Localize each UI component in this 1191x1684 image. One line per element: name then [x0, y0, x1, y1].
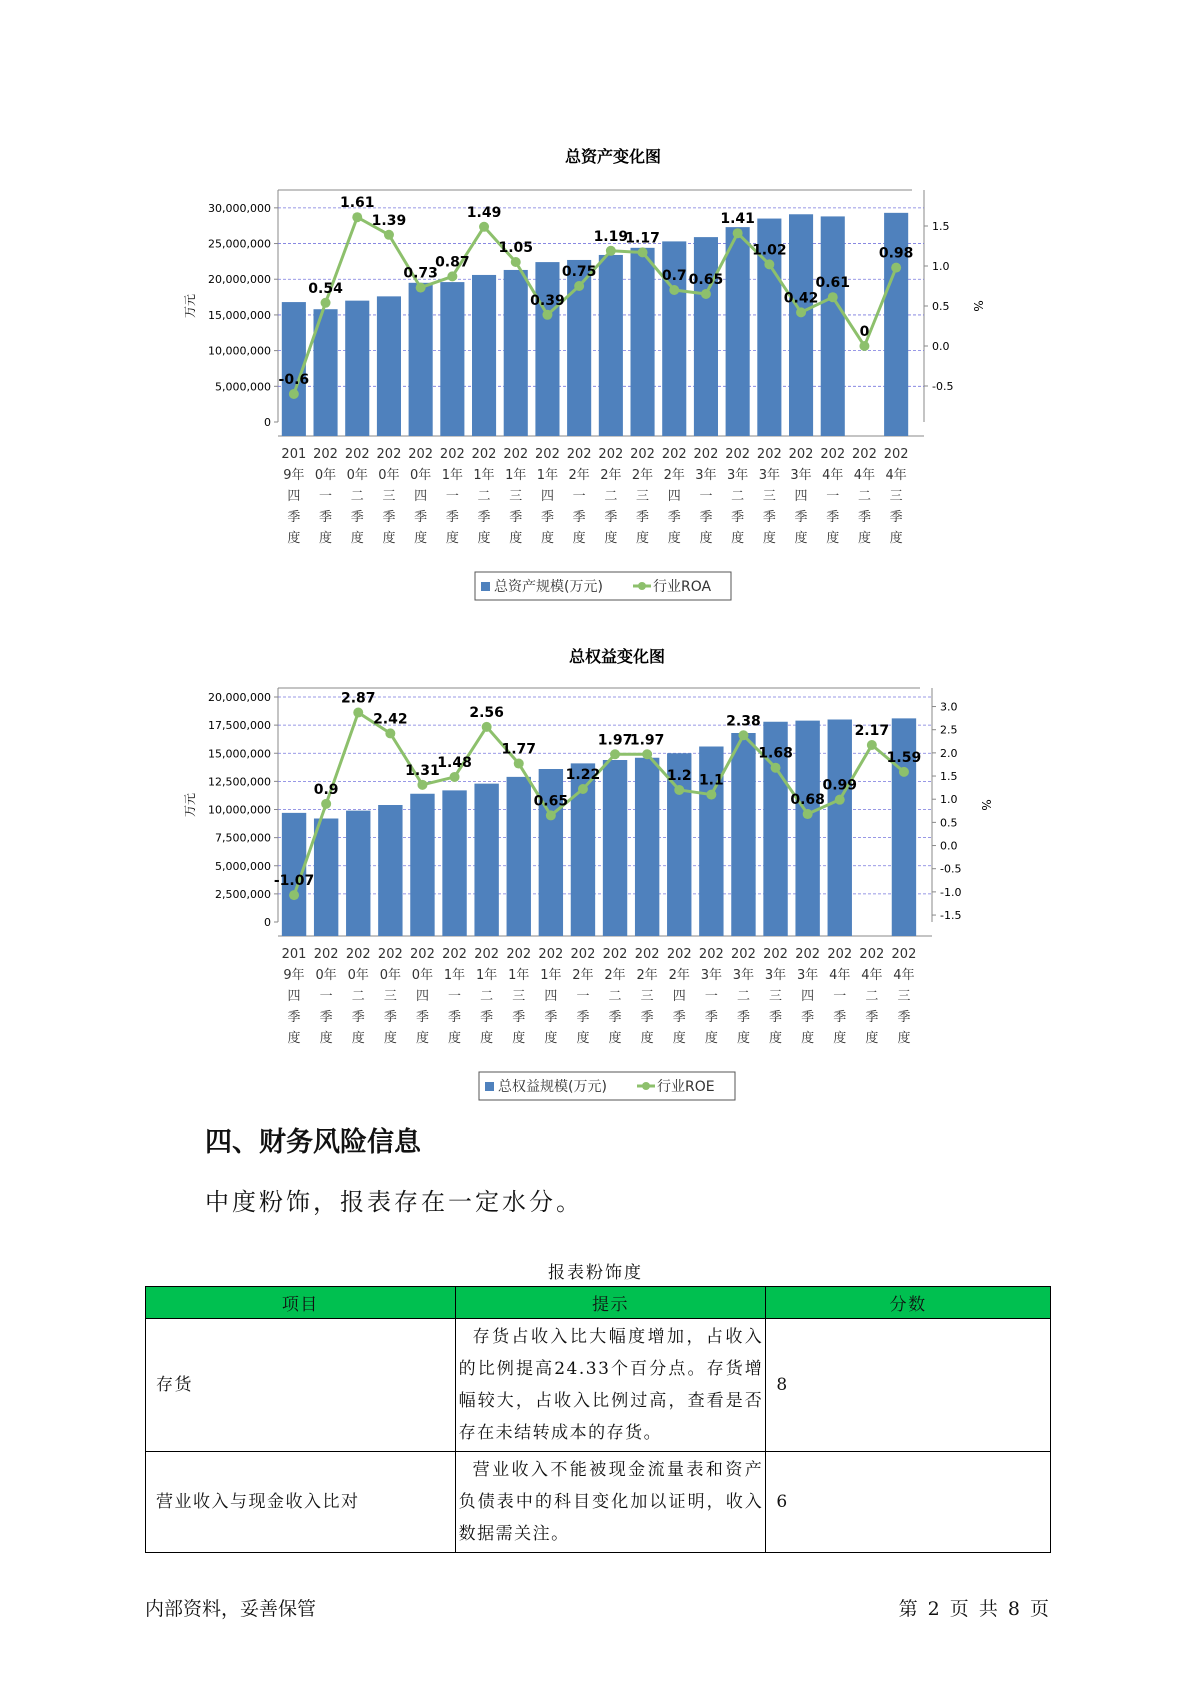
x-tick-label: 202 0年三季度: [377, 947, 403, 1046]
line-point: [642, 749, 652, 759]
x-tick-label: 202 3年三季度: [763, 947, 788, 1046]
line-point: [899, 767, 909, 777]
right-tick-label: 3.0: [940, 700, 958, 714]
legend-bar-swatch: [485, 1082, 494, 1091]
data-label: 1.05: [498, 240, 534, 256]
x-tick-label: 202 3年三季度: [756, 447, 782, 546]
data-label: 1.77: [501, 741, 537, 758]
x-tick-label: 202 1年二季度: [474, 947, 500, 1046]
line-point: [706, 790, 716, 800]
line-point: [803, 809, 813, 819]
right-tick-label: 1.0: [940, 793, 958, 807]
left-tick-label: 2,500,000: [215, 887, 271, 901]
x-tick-label: 202 1年一季度: [442, 947, 467, 1046]
data-label: 2.42: [373, 711, 408, 728]
x-tick-label: 202 1年三季度: [506, 947, 532, 1046]
line-point: [353, 708, 363, 718]
left-tick-label: 10,000,000: [208, 803, 271, 817]
data-label: 0.87: [435, 254, 470, 271]
line-point: [578, 784, 588, 794]
data-label: 0.61: [815, 275, 851, 292]
bar: [378, 805, 402, 936]
data-label: 1.17: [625, 230, 660, 247]
row-hint: 营业收入不能被现金流量表和资产负债表中的科目变化加以证明，收入数据需关注。: [455, 1452, 766, 1553]
data-label: 1.68: [758, 745, 793, 762]
data-label: -0.6: [278, 372, 310, 388]
header-hint: 提示: [455, 1287, 766, 1319]
line-point: [674, 785, 684, 795]
left-tick-label: 0: [264, 416, 271, 429]
x-tick-label: 202 4年二季度: [859, 947, 885, 1046]
line-point: [416, 283, 426, 293]
risk-table: [145, 1286, 1051, 1553]
data-label: 0.65: [533, 793, 569, 810]
line-point: [891, 263, 901, 273]
x-tick-label: 202 4年三季度: [891, 947, 917, 1046]
line-point: [764, 259, 774, 269]
chart-title: 总权益变化图: [568, 647, 666, 666]
left-tick-label: 20,000,000: [208, 273, 271, 287]
header-score: 分数: [766, 1287, 1051, 1319]
data-label: 0.75: [561, 264, 597, 280]
x-tick-label: 202 0年四季度: [410, 947, 435, 1046]
row-score: 8: [766, 1319, 1051, 1452]
total-assets-chart: [180, 140, 985, 595]
data-label: 0.54: [308, 280, 343, 297]
right-tick-label: 1.5: [932, 220, 950, 233]
line-point: [542, 310, 552, 320]
line-point: [479, 222, 489, 232]
bar: [821, 216, 845, 436]
data-label: 1.48: [437, 754, 472, 771]
right-tick-label: 2.0: [940, 746, 958, 760]
left-tick-label: 20,000,000: [208, 691, 271, 704]
right-tick-label: 0.5: [932, 300, 950, 313]
data-label: 1.61: [339, 195, 375, 212]
legend-line-marker: [638, 582, 646, 590]
data-label: 2.87: [340, 690, 376, 707]
bar: [410, 794, 434, 936]
legend-line-label: 行业ROA: [653, 579, 712, 595]
table-row: [146, 1319, 1051, 1452]
x-tick-label: 202 0年二季度: [345, 947, 371, 1046]
bar: [694, 237, 718, 436]
x-tick-label: 202 1年二季度: [471, 447, 497, 546]
data-label: 2.56: [469, 704, 504, 721]
x-tick-label: 202 2年一季度: [570, 947, 596, 1046]
x-tick-label: 202 0年二季度: [344, 447, 370, 546]
x-tick-label: 202 2年一季度: [566, 447, 592, 546]
x-tick-label: 202 4年一季度: [827, 947, 853, 1046]
line-point: [514, 759, 524, 769]
x-tick-label: 202 2年三季度: [634, 947, 660, 1046]
bar: [377, 296, 401, 436]
bar: [504, 270, 528, 436]
bar: [474, 784, 498, 936]
x-tick-label: 202 2年四季度: [661, 447, 687, 546]
line-point: [859, 341, 869, 351]
table-header-row: [146, 1287, 1051, 1319]
data-label: 1.41: [720, 211, 755, 228]
line-point: [638, 247, 648, 257]
total-assets-chart-svg: [180, 140, 985, 595]
line-point: [610, 749, 620, 759]
x-tick-label: 202 0年一季度: [313, 947, 339, 1046]
data-label: 2.38: [726, 713, 761, 730]
left-tick-label: 7,500,000: [215, 831, 271, 845]
right-tick-label: 1.0: [932, 260, 950, 273]
data-label: 2.17: [854, 722, 890, 739]
x-tick-label: 202 2年三季度: [630, 447, 655, 546]
data-label: 1.59: [886, 749, 922, 766]
total-equity-chart: [180, 640, 993, 1095]
row-hint: 存货占收入比大幅度增加，占收入的比例提高24.33个百分点。存货增幅较大，占收入比例过高，查看是否存在未结转成本的存货。: [455, 1319, 766, 1452]
line-point: [546, 810, 556, 820]
right-tick-label: 1.5: [940, 770, 958, 784]
line-point: [321, 799, 331, 809]
bar: [731, 733, 755, 936]
legend-bar-label: 总资产规模(万元): [494, 579, 603, 595]
data-label: 1.97: [629, 732, 665, 749]
data-label: 1.02: [752, 242, 787, 259]
x-tick-label: 202 1年三季度: [503, 447, 529, 546]
line-point: [796, 307, 806, 317]
bar: [795, 721, 819, 936]
data-label: 1.22: [565, 767, 601, 784]
bar: [346, 811, 370, 936]
data-label: 0.65: [688, 272, 724, 288]
legend-line-label: 行业ROE: [657, 1079, 715, 1095]
line-point: [447, 271, 457, 281]
data-label: 0.39: [530, 292, 565, 309]
row-item: 营业收入与现金收入比对: [146, 1452, 456, 1553]
left-axis-label: 万元: [183, 293, 197, 319]
legend-line-marker: [642, 1082, 650, 1090]
bar: [535, 262, 559, 436]
x-tick-label: 202 1年四季度: [538, 947, 564, 1046]
x-tick-label: 202 4年一季度: [820, 447, 846, 546]
line-point: [289, 890, 299, 900]
bar: [442, 790, 466, 936]
left-tick-label: 15,000,000: [208, 747, 271, 761]
right-axis-label: %: [971, 300, 985, 312]
footer-note: 内部资料，妥善保管: [145, 1598, 317, 1620]
line-point: [450, 772, 460, 782]
data-label: 0: [859, 324, 870, 340]
chart-title: 总资产变化图: [564, 147, 662, 166]
x-tick-label: 202 3年二季度: [731, 947, 756, 1046]
right-tick-label: 0.0: [940, 839, 958, 853]
left-tick-label: 5,000,000: [215, 859, 271, 873]
x-tick-label: 202 3年四季度: [795, 947, 821, 1046]
line-point: [669, 285, 679, 295]
data-label: 1.97: [597, 732, 633, 749]
line-point: [701, 289, 711, 299]
bar: [440, 282, 464, 436]
x-tick-label: 202 1年一季度: [439, 447, 465, 546]
data-label: 0.42: [783, 290, 819, 307]
x-tick-label: 202 3年四季度: [788, 447, 814, 546]
data-label: -1.07: [273, 873, 315, 890]
data-label: 1.2: [666, 767, 692, 784]
x-tick-label: 202 0年四季度: [408, 447, 434, 546]
line-point: [738, 730, 748, 740]
left-tick-label: 15,000,000: [208, 308, 271, 322]
bar: [789, 214, 813, 436]
data-label: 0.73: [403, 265, 438, 282]
line-point: [352, 212, 362, 222]
legend-bar-label: 总权益规模(万元): [498, 1079, 607, 1095]
x-tick-label: 202 4年二季度: [852, 447, 877, 546]
line-point: [733, 228, 743, 238]
data-label: 0.99: [822, 777, 858, 794]
right-tick-label: 0.5: [940, 816, 958, 830]
bar: [507, 777, 531, 936]
data-label: 1.1: [698, 772, 724, 789]
line-point: [771, 763, 781, 773]
x-tick-label: 202 0年一季度: [313, 447, 338, 546]
table-caption: 报表粉饰度: [548, 1263, 643, 1283]
right-tick-label: 2.5: [940, 723, 958, 737]
bar: [345, 301, 369, 436]
line-point: [835, 795, 845, 805]
x-tick-label: 202 2年二季度: [598, 447, 624, 546]
bar: [314, 819, 338, 937]
x-tick-label: 202 1年四季度: [535, 447, 560, 546]
x-tick-label: 202 4年三季度: [883, 447, 909, 546]
bar: [409, 283, 433, 436]
data-label: 0.68: [790, 792, 825, 809]
data-label: 1.49: [466, 204, 502, 221]
legend-bar-swatch: [481, 582, 490, 591]
x-tick-label: 202 0年三季度: [376, 447, 402, 546]
left-tick-label: 17,500,000: [208, 719, 271, 733]
x-tick-label: 202 2年二季度: [602, 947, 628, 1046]
left-tick-label: 12,500,000: [208, 775, 271, 789]
left-tick-label: 10,000,000: [208, 344, 271, 358]
x-tick-label: 201 9年四季度: [281, 947, 307, 1046]
bar: [631, 248, 655, 436]
left-tick-label: 0: [264, 916, 271, 929]
left-axis-label: 万元: [183, 792, 197, 818]
x-tick-label: 201 9年四季度: [281, 447, 307, 546]
section-title: 四、财务风险信息: [205, 1127, 421, 1158]
right-axis-label: %: [979, 799, 993, 811]
bar: [603, 760, 627, 936]
right-tick-label: -0.5: [940, 862, 962, 876]
bar: [599, 255, 623, 436]
data-label: 0.7: [661, 268, 687, 284]
line-point: [606, 246, 616, 256]
data-label: 1.39: [371, 212, 407, 229]
data-label: 1.19: [593, 228, 629, 245]
bar: [635, 758, 659, 936]
line-point: [384, 230, 394, 240]
data-label: 0.98: [878, 245, 914, 262]
line-point: [511, 257, 521, 267]
left-tick-label: 30,000,000: [208, 201, 271, 215]
left-tick-label: 5,000,000: [215, 380, 271, 394]
x-tick-label: 202 3年二季度: [725, 447, 751, 546]
left-tick-label: 25,000,000: [208, 237, 271, 251]
line-point: [828, 292, 838, 302]
right-tick-label: 0.0: [932, 340, 950, 353]
table-row: [146, 1452, 1051, 1553]
data-label: 1.31: [405, 762, 440, 779]
bar: [828, 720, 852, 937]
line-point: [385, 728, 395, 738]
data-label: 0.9: [313, 781, 339, 798]
line-point: [574, 281, 584, 291]
x-tick-label: 202 3年一季度: [698, 947, 724, 1046]
page-number: 第 2 页 共 8 页: [898, 1598, 1049, 1620]
row-item: 存货: [146, 1319, 456, 1452]
line-point: [321, 298, 331, 308]
total-equity-chart-svg: [180, 640, 993, 1095]
line-point: [867, 740, 877, 750]
row-score: 6: [766, 1452, 1051, 1553]
x-tick-label: 202 2年四季度: [666, 947, 692, 1046]
x-tick-label: 202 3年一季度: [693, 447, 719, 546]
right-tick-label: -0.5: [932, 380, 954, 393]
line-point: [289, 389, 299, 399]
right-tick-label: -1.0: [940, 885, 962, 899]
header-item: 项目: [146, 1287, 456, 1319]
bar: [726, 227, 750, 436]
line-point: [417, 780, 427, 790]
right-tick-label: -1.5: [940, 909, 962, 923]
bar: [472, 275, 496, 436]
line-point: [482, 722, 492, 732]
section-summary: 中度粉饰，报表存在一定水分。: [205, 1188, 583, 1216]
